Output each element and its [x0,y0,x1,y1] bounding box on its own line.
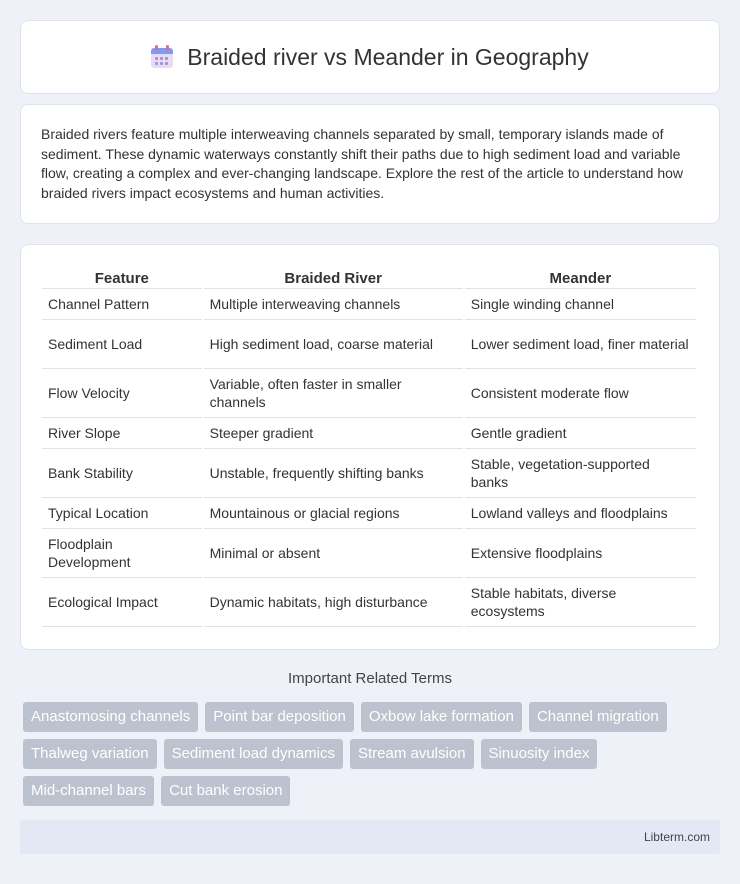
table-row [42,449,696,498]
table-cell-feature: Sediment Load [42,320,202,369]
column-header-braided-river: Braided River [204,265,463,289]
table-cell-meander: Lowland valleys and floodplains [465,498,696,529]
related-term-tag[interactable]: Mid-channel bars [23,776,154,806]
related-term-tag[interactable]: Sediment load dynamics [164,739,343,769]
table-row [42,418,696,449]
intro-text: Braided rivers feature multiple interweaving channels separated by small, temporary islands made of sediment. These dynamic waterways constantly shift their paths due to high sediment load and variable flow, creating a complex and ever-changing landscape. Explore the rest of the article to understand how braided rivers impact ecosystems and human activities. [41,126,684,201]
related-term-tag[interactable]: Channel migration [529,702,667,732]
title-wrap [151,44,588,71]
table-cell-braided: Multiple interweaving channels [204,289,463,320]
footer-brand-link[interactable]: Libterm.com [643,830,710,844]
comparison-table [40,265,698,627]
related-term-tag[interactable]: Cut bank erosion [161,776,290,806]
intro-card [20,104,720,224]
table-cell-meander: Consistent moderate flow [465,369,696,418]
related-term-tag[interactable]: Thalweg variation [23,739,157,769]
table-cell-feature: Typical Location [42,498,202,529]
table-row [42,369,696,418]
table-cell-meander: Stable habitats, diverse ecosystems [465,578,696,627]
table-cell-braided: High sediment load, coarse material [204,320,463,369]
table-cell-braided: Dynamic habitats, high disturbance [204,578,463,627]
table-cell-feature: Channel Pattern [42,289,202,320]
table-cell-braided: Unstable, frequently shifting banks [204,449,463,498]
related-terms-title: Important Related Terms [288,670,452,687]
table-cell-feature: Flow Velocity [42,369,202,418]
column-header-meander: Meander [465,265,696,289]
table-cell-feature: Floodplain Development [42,529,202,578]
table-cell-braided: Steeper gradient [204,418,463,449]
table-cell-meander: Lower sediment load, finer material [465,320,696,369]
related-term-tag[interactable]: Point bar deposition [205,702,354,732]
comparison-table-card [20,244,720,650]
related-terms-list [23,702,723,806]
table-header-row [42,265,696,289]
table-cell-feature: Ecological Impact [42,578,202,627]
related-term-tag[interactable]: Stream avulsion [350,739,474,769]
table-cell-braided: Minimal or absent [204,529,463,578]
header-card [20,20,720,94]
table-cell-meander: Gentle gradient [465,418,696,449]
related-term-tag[interactable]: Anastomosing channels [23,702,198,732]
table-row [42,320,696,369]
table-cell-braided: Mountainous or glacial regions [204,498,463,529]
related-term-tag[interactable]: Oxbow lake formation [361,702,522,732]
table-row [42,578,696,627]
page-title: Braided river vs Meander in Geography [187,43,589,70]
table-cell-braided: Variable, often faster in smaller channels [204,369,463,418]
table-cell-feature: Bank Stability [42,449,202,498]
table-row [42,529,696,578]
footer [20,820,720,854]
calendar-icon [151,45,173,69]
table-cell-meander: Stable, vegetation-supported banks [465,449,696,498]
table-cell-meander: Extensive floodplains [465,529,696,578]
table-cell-feature: River Slope [42,418,202,449]
table-row [42,498,696,529]
table-row [42,289,696,320]
related-term-tag[interactable]: Sinuosity index [481,739,598,769]
column-header-feature: Feature [42,265,202,289]
table-cell-meander: Single winding channel [465,289,696,320]
